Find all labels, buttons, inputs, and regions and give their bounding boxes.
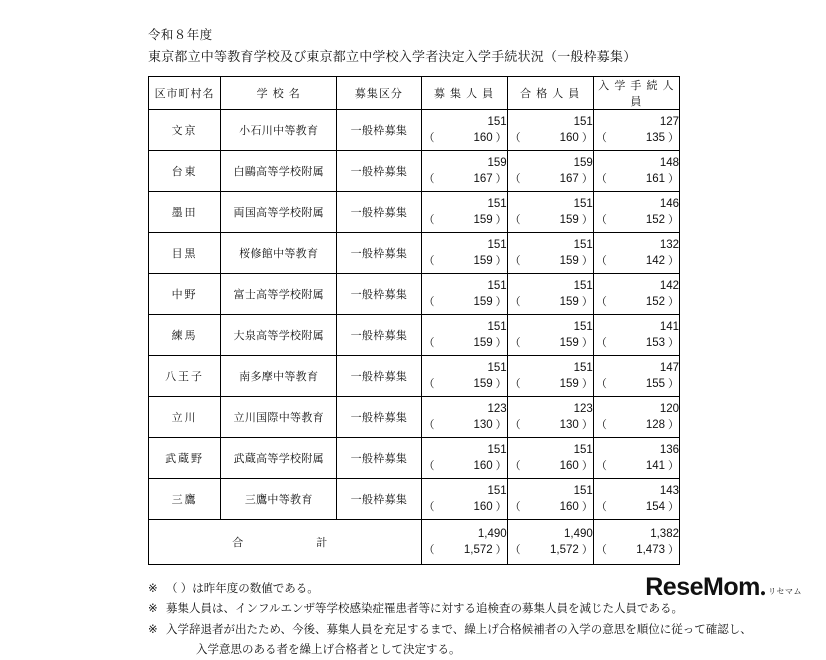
value-current: 1,490	[477, 528, 507, 541]
paren-right: ）	[581, 501, 593, 514]
value-current: 1,382	[650, 528, 679, 541]
cell-municipality: 目黒	[149, 233, 221, 274]
cell-capacity	[421, 356, 507, 397]
value-current: 151	[573, 239, 593, 252]
footnote-item	[148, 599, 826, 619]
value-current: 151	[487, 239, 507, 252]
cell-category: 一般枠募集	[337, 356, 421, 397]
value-current: 159	[487, 157, 507, 170]
cell-accepted	[507, 356, 593, 397]
value-previous: 159	[473, 378, 493, 391]
paren-left: （	[423, 419, 435, 432]
value-previous: 167	[559, 173, 579, 186]
paren-right: ）	[581, 378, 593, 391]
value-previous-wrap	[508, 335, 593, 351]
cell-capacity	[421, 233, 507, 274]
paren-right: ）	[495, 501, 507, 514]
value-previous: 159	[559, 214, 579, 227]
value-current: 127	[659, 116, 679, 129]
table-row	[149, 233, 680, 274]
value-previous-wrap	[594, 294, 679, 310]
value-previous-wrap	[508, 212, 593, 228]
value-previous-wrap	[422, 335, 507, 351]
cell-accepted	[507, 233, 593, 274]
cell-enrolled	[593, 315, 679, 356]
paren-right: ）	[668, 255, 679, 268]
table-row	[149, 438, 680, 479]
value-previous: 153	[645, 337, 665, 350]
cell-enrolled	[593, 192, 679, 233]
value-previous: 160	[473, 460, 493, 473]
table-row	[149, 192, 680, 233]
cell-accepted	[507, 315, 593, 356]
paren-right: ）	[668, 173, 679, 186]
cell-category: 一般枠募集	[337, 274, 421, 315]
value-previous: 1,473	[636, 544, 665, 557]
value-previous-wrap	[422, 253, 507, 269]
value-previous: 159	[473, 296, 493, 309]
value-previous: 141	[645, 460, 665, 473]
value-previous: 167	[473, 173, 493, 186]
paren-left: （	[509, 214, 521, 227]
paren-right: ）	[668, 501, 679, 514]
paren-right: ）	[668, 378, 679, 391]
table-row	[149, 110, 680, 151]
cell-capacity	[421, 192, 507, 233]
value-previous-wrap	[422, 130, 507, 146]
logo-dot: .	[759, 574, 767, 601]
cell-accepted	[507, 192, 593, 233]
value-previous-wrap	[594, 376, 679, 392]
footnote-text: 募集人員は、インフルエンザ等学校感染症罹患者等に対する追検査の募集人員を減じた人員である。	[166, 603, 684, 616]
value-current: 151	[487, 444, 507, 457]
cell-school: 立川国際中等教育	[221, 397, 337, 438]
paren-right: ）	[581, 296, 593, 309]
value-previous-wrap	[508, 542, 593, 558]
paren-right: ）	[495, 255, 507, 268]
cell-school: 小石川中等教育	[221, 110, 337, 151]
value-previous: 159	[473, 255, 493, 268]
cell-category: 一般枠募集	[337, 438, 421, 479]
cell-accepted	[507, 438, 593, 479]
value-current: 141	[659, 321, 679, 334]
paren-left: （	[423, 460, 435, 473]
footnote-text: 入学辞退者が出たため、今後、募集人員を充足するまで、繰上げ合格候補者の入学の意思を順位に従って確認し、	[166, 623, 752, 636]
value-previous-wrap	[594, 130, 679, 146]
value-previous-wrap	[508, 294, 593, 310]
cell-category: 一般枠募集	[337, 233, 421, 274]
value-previous: 1,572	[550, 544, 579, 557]
value-current: 151	[573, 198, 593, 211]
paren-right: ）	[581, 214, 593, 227]
value-current: 151	[573, 280, 593, 293]
value-previous: 154	[645, 501, 665, 514]
paren-left: （	[595, 214, 607, 227]
paren-right: ）	[495, 544, 507, 557]
cell-accepted	[507, 110, 593, 151]
column-header-category: 募集区分	[337, 77, 421, 110]
cell-school: 白鷗高等学校附属	[221, 151, 337, 192]
value-current: 151	[573, 321, 593, 334]
value-current: 151	[573, 444, 593, 457]
header-year: 令和８年度	[148, 28, 213, 42]
cell-enrolled	[593, 233, 679, 274]
paren-left: （	[509, 337, 521, 350]
paren-right: ）	[668, 460, 679, 473]
value-previous: 159	[559, 337, 579, 350]
value-current: 151	[487, 321, 507, 334]
cell-capacity	[421, 274, 507, 315]
value-previous: 159	[559, 378, 579, 391]
value-previous: 152	[645, 214, 665, 227]
value-previous: 160	[559, 501, 579, 514]
value-current: 120	[659, 403, 679, 416]
value-previous: 159	[559, 296, 579, 309]
paren-left: （	[423, 378, 435, 391]
value-current: 146	[659, 198, 679, 211]
total-capacity	[421, 520, 507, 565]
total-enrolled	[593, 520, 679, 565]
value-current: 142	[659, 280, 679, 293]
table-body	[149, 110, 680, 565]
cell-municipality: 立川	[149, 397, 221, 438]
paren-left: （	[423, 132, 435, 145]
cell-enrolled	[593, 397, 679, 438]
value-previous-wrap	[422, 542, 507, 558]
value-previous: 155	[645, 378, 665, 391]
cell-school: 武蔵高等学校附属	[221, 438, 337, 479]
value-previous-wrap	[594, 417, 679, 433]
value-current: 151	[487, 362, 507, 375]
value-current: 151	[487, 198, 507, 211]
cell-capacity	[421, 110, 507, 151]
value-previous-wrap	[508, 458, 593, 474]
paren-left: （	[509, 544, 521, 557]
paren-left: （	[423, 255, 435, 268]
paren-right: ）	[495, 132, 507, 145]
value-current: 148	[659, 157, 679, 170]
value-previous: 159	[473, 337, 493, 350]
value-previous-wrap	[508, 417, 593, 433]
header-title: 東京都立中等教育学校及び東京都立中学校入学者決定入学手続状況（一般枠募集）	[148, 48, 637, 64]
footnote-text: （ ）は昨年度の数値である。	[166, 583, 319, 596]
cell-capacity	[421, 438, 507, 479]
value-previous: 161	[645, 173, 665, 186]
value-previous-wrap	[594, 458, 679, 474]
footnote-item	[148, 620, 826, 640]
cell-school: 三鷹中等教育	[221, 479, 337, 520]
value-current: 159	[573, 157, 593, 170]
document-header	[148, 26, 826, 66]
cell-municipality: 武蔵野	[149, 438, 221, 479]
paren-left: （	[509, 419, 521, 432]
value-current: 123	[573, 403, 593, 416]
value-current: 151	[487, 280, 507, 293]
cell-accepted	[507, 151, 593, 192]
value-current: 151	[573, 362, 593, 375]
value-previous: 159	[559, 255, 579, 268]
footnote-item	[148, 640, 826, 660]
total-label: 合 計	[149, 520, 422, 565]
value-current: 1,490	[564, 528, 593, 541]
paren-left: （	[595, 501, 607, 514]
paren-left: （	[509, 460, 521, 473]
total-accepted	[507, 520, 593, 565]
cell-accepted	[507, 397, 593, 438]
value-previous: 130	[473, 419, 493, 432]
value-current: 151	[487, 485, 507, 498]
table-row	[149, 397, 680, 438]
paren-right: ）	[668, 544, 679, 557]
value-previous: 160	[559, 132, 579, 145]
paren-right: ）	[581, 544, 593, 557]
cell-municipality: 八王子	[149, 356, 221, 397]
value-current: 151	[573, 485, 593, 498]
paren-left: （	[595, 255, 607, 268]
value-previous-wrap	[594, 212, 679, 228]
value-current: 136	[659, 444, 679, 457]
cell-capacity	[421, 397, 507, 438]
value-previous: 160	[559, 460, 579, 473]
cell-municipality: 墨田	[149, 192, 221, 233]
column-header-accepted: 合 格 人 員	[507, 77, 593, 110]
value-previous-wrap	[594, 335, 679, 351]
value-previous-wrap	[422, 417, 507, 433]
footnote-text: 入学意思のある者を繰上げ合格者として決定する。	[196, 643, 461, 656]
cell-category: 一般枠募集	[337, 151, 421, 192]
paren-left: （	[423, 501, 435, 514]
table-row	[149, 315, 680, 356]
paren-right: ）	[581, 419, 593, 432]
cell-enrolled	[593, 110, 679, 151]
value-previous-wrap	[508, 171, 593, 187]
value-current: 132	[659, 239, 679, 252]
paren-left: （	[423, 544, 435, 557]
cell-enrolled	[593, 479, 679, 520]
cell-capacity	[421, 315, 507, 356]
value-previous: 160	[473, 132, 493, 145]
paren-right: ）	[581, 173, 593, 186]
table-header	[149, 77, 680, 110]
value-previous-wrap	[594, 542, 679, 558]
column-header-capacity: 募 集 人 員	[421, 77, 507, 110]
value-current: 147	[659, 362, 679, 375]
cell-school: 大泉高等学校附属	[221, 315, 337, 356]
value-current: 151	[573, 116, 593, 129]
value-previous: 1,572	[463, 544, 493, 557]
paren-left: （	[595, 460, 607, 473]
value-previous-wrap	[422, 294, 507, 310]
value-current: 123	[487, 403, 507, 416]
cell-enrolled	[593, 438, 679, 479]
paren-left: （	[509, 501, 521, 514]
cell-school: 南多摩中等教育	[221, 356, 337, 397]
cell-category: 一般枠募集	[337, 479, 421, 520]
paren-left: （	[595, 419, 607, 432]
paren-left: （	[423, 173, 435, 186]
footnote-mark: ※	[148, 623, 158, 636]
value-previous-wrap	[422, 458, 507, 474]
paren-right: ）	[668, 132, 679, 145]
cell-category: 一般枠募集	[337, 192, 421, 233]
table-row	[149, 151, 680, 192]
cell-municipality: 台東	[149, 151, 221, 192]
cell-accepted	[507, 479, 593, 520]
value-previous: 159	[473, 214, 493, 227]
cell-school: 桜修館中等教育	[221, 233, 337, 274]
value-previous-wrap	[508, 130, 593, 146]
value-previous-wrap	[508, 376, 593, 392]
value-previous-wrap	[594, 253, 679, 269]
cell-municipality: 中野	[149, 274, 221, 315]
paren-right: ）	[495, 173, 507, 186]
paren-left: （	[509, 132, 521, 145]
table-total-row	[149, 520, 680, 565]
table-row	[149, 479, 680, 520]
value-previous-wrap	[422, 212, 507, 228]
column-header-school: 学 校 名	[221, 77, 337, 110]
paren-left: （	[595, 378, 607, 391]
paren-left: （	[423, 337, 435, 350]
column-header-enrolled: 入 学 手 続 人 員	[593, 77, 679, 110]
value-previous: 128	[645, 419, 665, 432]
value-previous-wrap	[594, 499, 679, 515]
paren-left: （	[423, 214, 435, 227]
cell-capacity	[421, 151, 507, 192]
value-previous: 152	[645, 296, 665, 309]
cell-capacity	[421, 479, 507, 520]
cell-enrolled	[593, 274, 679, 315]
value-current: 151	[487, 116, 507, 129]
table-row	[149, 356, 680, 397]
paren-right: ）	[495, 296, 507, 309]
paren-left: （	[509, 255, 521, 268]
paren-left: （	[595, 296, 607, 309]
paren-right: ）	[495, 378, 507, 391]
column-header-municipality: 区市町村名	[149, 77, 221, 110]
paren-left: （	[595, 173, 607, 186]
paren-left: （	[595, 544, 607, 557]
paren-right: ）	[495, 214, 507, 227]
paren-left: （	[509, 378, 521, 391]
paren-right: ）	[581, 337, 593, 350]
paren-right: ）	[668, 419, 679, 432]
value-previous: 160	[473, 501, 493, 514]
value-current: 143	[659, 485, 679, 498]
cell-municipality: 練馬	[149, 315, 221, 356]
logo-subtext: リセマム	[768, 587, 802, 596]
cell-category: 一般枠募集	[337, 110, 421, 151]
paren-left: （	[595, 337, 607, 350]
cell-school: 富士高等学校附属	[221, 274, 337, 315]
paren-right: ）	[668, 214, 679, 227]
footnote-mark: ※	[148, 583, 158, 596]
cell-category: 一般枠募集	[337, 315, 421, 356]
value-previous: 142	[645, 255, 665, 268]
cell-enrolled	[593, 151, 679, 192]
cell-municipality: 文京	[149, 110, 221, 151]
resemom-logo	[645, 573, 802, 602]
paren-right: ）	[668, 296, 679, 309]
value-previous-wrap	[508, 253, 593, 269]
cell-accepted	[507, 274, 593, 315]
paren-right: ）	[495, 460, 507, 473]
paren-right: ）	[495, 419, 507, 432]
value-previous-wrap	[422, 499, 507, 515]
value-previous: 130	[559, 419, 579, 432]
cell-municipality: 三鷹	[149, 479, 221, 520]
paren-left: （	[423, 296, 435, 309]
value-previous-wrap	[594, 171, 679, 187]
paren-right: ）	[581, 255, 593, 268]
value-previous: 135	[645, 132, 665, 145]
table-header-row	[149, 77, 680, 110]
cell-school: 両国高等学校附属	[221, 192, 337, 233]
paren-right: ）	[668, 337, 679, 350]
value-previous-wrap	[422, 171, 507, 187]
footnote-mark: ※	[148, 603, 158, 616]
paren-right: ）	[495, 337, 507, 350]
table-row	[149, 274, 680, 315]
cell-category: 一般枠募集	[337, 397, 421, 438]
paren-right: ）	[581, 460, 593, 473]
cell-enrolled	[593, 356, 679, 397]
paren-left: （	[595, 132, 607, 145]
paren-left: （	[509, 173, 521, 186]
value-previous-wrap	[422, 376, 507, 392]
value-previous-wrap	[508, 499, 593, 515]
paren-left: （	[509, 296, 521, 309]
admission-statistics-table	[148, 76, 680, 565]
paren-right: ）	[581, 132, 593, 145]
logo-wordmark: ReseMom	[645, 573, 760, 601]
